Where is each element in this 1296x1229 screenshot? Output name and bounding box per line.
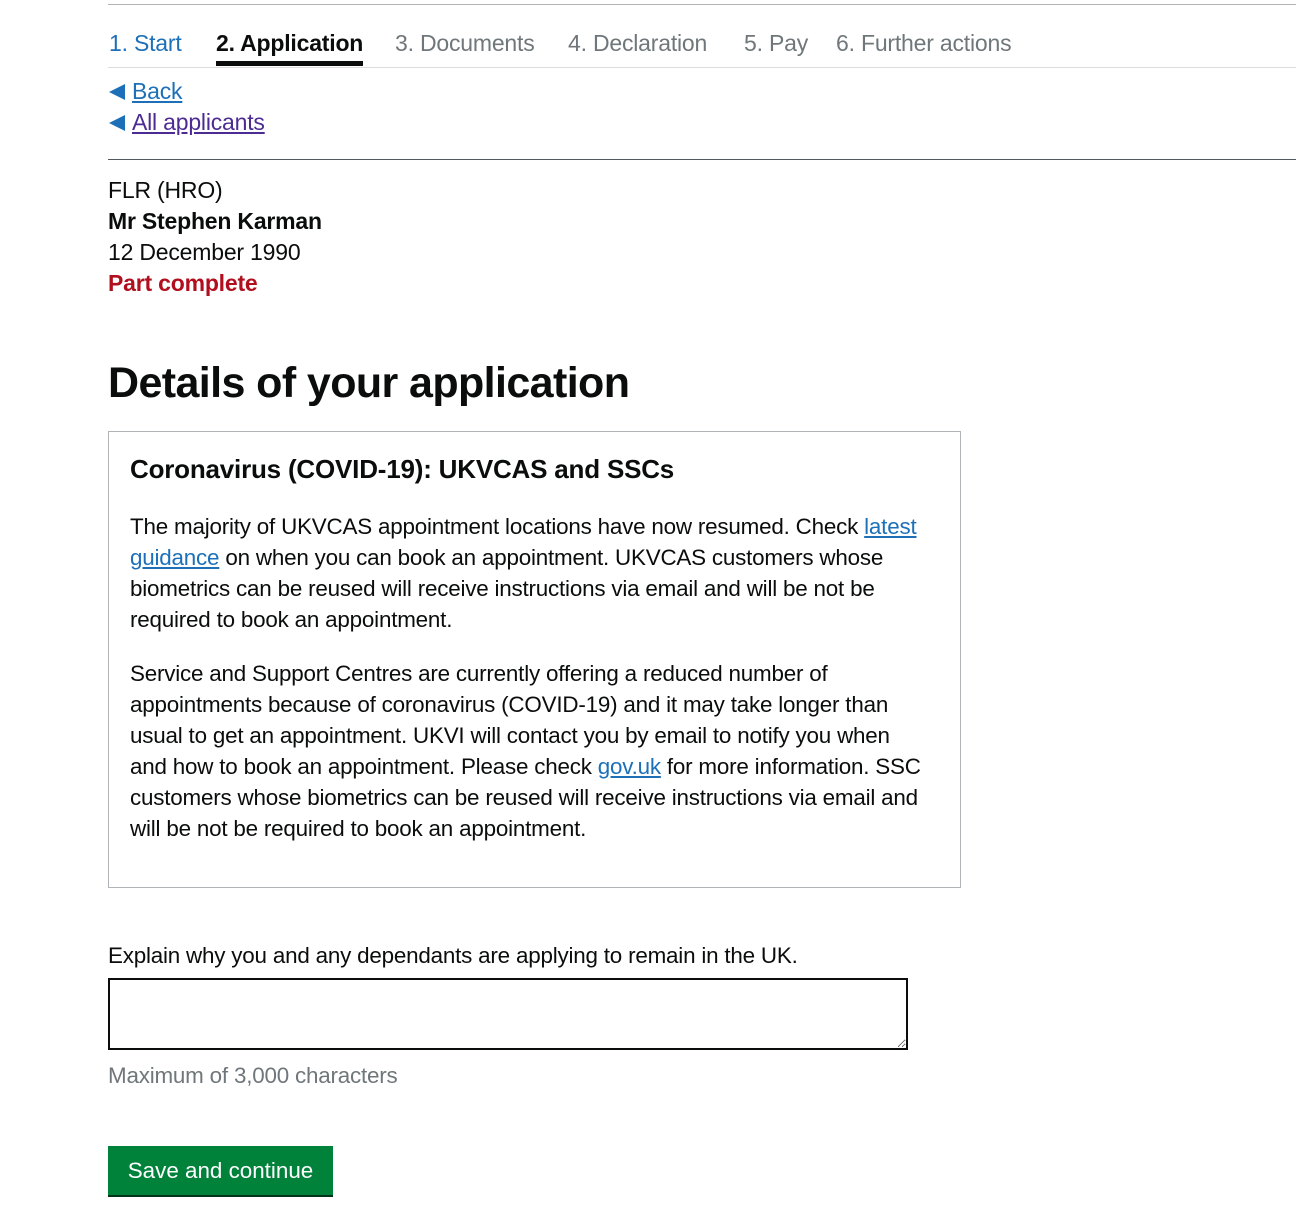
notice-paragraph-ssc (130, 658, 930, 844)
back-link-label: Back (132, 78, 183, 104)
notice-text: for more information. SSC customers whose biometrics can be reused will receive instructions via email and will be not be required to book an appointment. (130, 754, 921, 841)
latest-guidance-link[interactable]: latest guidance (130, 514, 917, 570)
applicant-name: Mr Stephen Karman (108, 208, 322, 234)
all-applicants-link[interactable] (108, 107, 265, 138)
page-title: Details of your application (108, 359, 630, 407)
step-further-actions: 6. Further actions (836, 30, 1012, 56)
notice-text: on when you can book an appointment. UKVCAS customers whose biometrics can be reused will receive instructions via email and will be not be required to book an appointment. (130, 545, 884, 632)
back-links (108, 76, 265, 138)
step-declaration: 4. Declaration (568, 30, 708, 56)
step-documents: 3. Documents (395, 30, 535, 56)
notice-paragraph-ukvcas (130, 511, 930, 635)
applicant-dob: 12 December 1990 (108, 239, 301, 265)
reason-label: Explain why you and any dependants are applying to remain in the UK. (108, 943, 798, 968)
status-badge: Part complete (108, 270, 258, 296)
back-triangle-icon (109, 84, 125, 100)
step-pay: 5. Pay (744, 30, 809, 56)
notice-title: Coronavirus (COVID-19): UKVCAS and SSCs (130, 454, 675, 484)
progress-steps (108, 4, 1296, 68)
gov-uk-link[interactable]: gov.uk (597, 754, 661, 779)
step-application: 2. Application (216, 30, 364, 56)
applicant-summary (108, 175, 322, 299)
save-and-continue-button[interactable]: Save and continue (108, 1146, 333, 1195)
back-link[interactable] (108, 76, 265, 107)
reason-textarea[interactable] (108, 978, 908, 1050)
step-start[interactable]: 1. Start (109, 30, 182, 56)
all-applicants-link-label: All applicants (132, 109, 265, 135)
section-divider (108, 159, 1296, 160)
character-limit-hint: Maximum of 3,000 characters (108, 1063, 398, 1088)
back-triangle-icon (109, 115, 125, 131)
covid-notice (108, 431, 961, 888)
notice-text: Service and Support Centres are currently offering a reduced number of appointments because of coronavirus (COVID-19) and it may take longer than usual to get an appointment. UKVI will contact you by email to notify you when and how to book an appointment. Please check (130, 661, 890, 779)
application-route: FLR (HRO) (108, 177, 223, 203)
notice-text: The majority of UKVCAS appointment locations have now resumed. Check (130, 514, 865, 539)
